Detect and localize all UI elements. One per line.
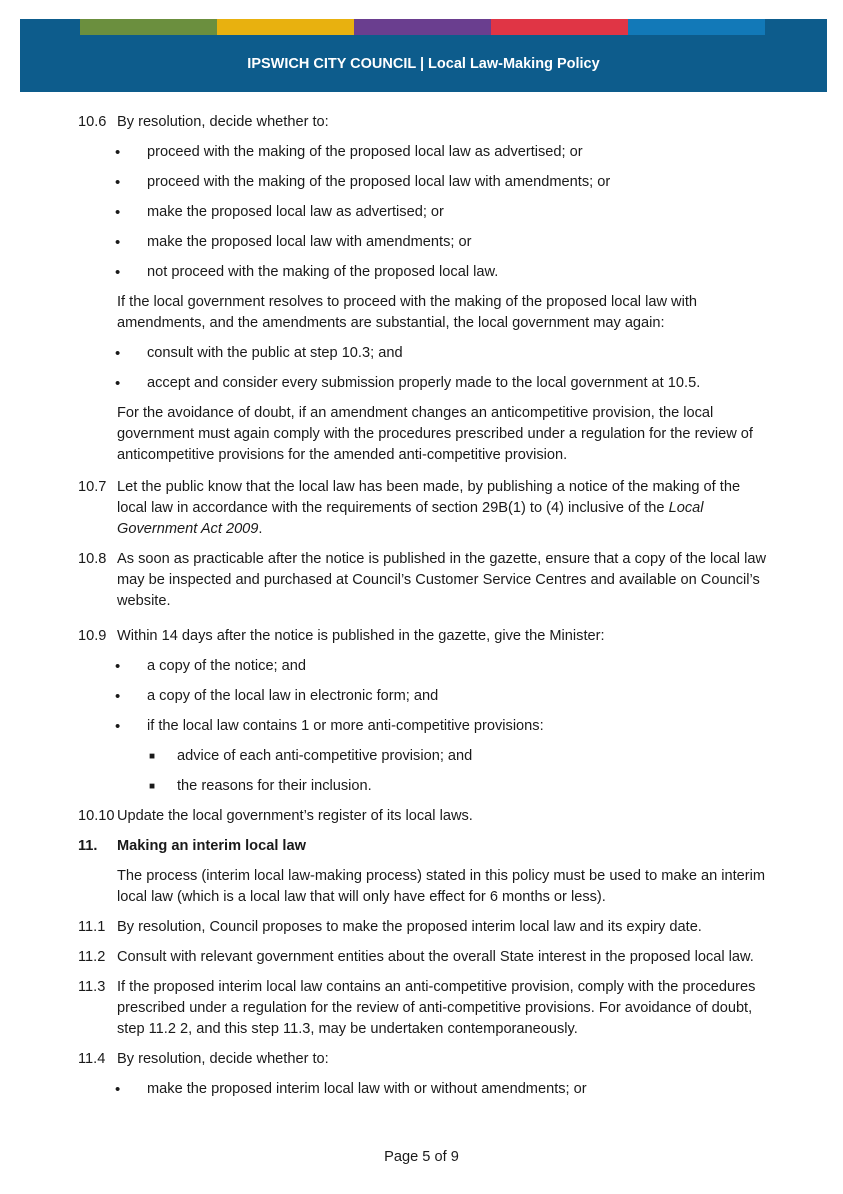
bullet-icon: • bbox=[115, 1081, 121, 1098]
list-item: • a copy of the notice; and bbox=[115, 658, 307, 675]
clause-11-4 bbox=[78, 1049, 768, 1070]
clause-text: As soon as practicable after the notice is published in the gazette, ensure that a copy of the local law may be inspected and purchased at Council’s Customer Service Centres and available on Council’s website. bbox=[117, 551, 767, 609]
bullet-icon: • bbox=[115, 688, 121, 705]
clause-number: 11.3 bbox=[78, 979, 106, 995]
clause-number: 10.10 bbox=[78, 808, 115, 824]
bullet-icon: • bbox=[115, 264, 121, 281]
clause-text: By resolution, Council proposes to make the proposed interim local law and its expiry date. bbox=[117, 919, 702, 935]
square-bullet-icon: ■ bbox=[149, 751, 156, 762]
clause-text: Consult with relevant government entities about the overall State interest in the proposed local law. bbox=[117, 949, 754, 965]
list-item: • make the proposed interim local law with or without amendments; or bbox=[115, 1081, 587, 1098]
clause-10-9 bbox=[78, 626, 768, 647]
clause-number: 11.4 bbox=[78, 1051, 106, 1067]
list-item: • if the local law contains 1 or more anti-competitive provisions: bbox=[115, 718, 544, 735]
clause-text: By resolution, decide whether to: bbox=[117, 1051, 329, 1067]
clause-10-10 bbox=[78, 806, 768, 827]
clause-number: 11.2 bbox=[78, 949, 106, 965]
list-item: • proceed with the making of the proposed local law with amendments; or bbox=[115, 174, 611, 191]
page-number: Page 5 of 9 bbox=[384, 1149, 459, 1165]
list-item: • not proceed with the making of the proposed local law. bbox=[115, 264, 499, 281]
clause-10-8 bbox=[78, 549, 768, 612]
list-item: • proceed with the making of the proposed local law as advertised; or bbox=[115, 144, 583, 161]
clause-11-3 bbox=[78, 977, 768, 1040]
square-bullet-icon: ■ bbox=[149, 781, 156, 792]
section-11-heading bbox=[78, 836, 768, 857]
sub-list-item: ■ advice of each anti-competitive provision; and bbox=[78, 746, 768, 767]
bullet-icon: • bbox=[115, 234, 121, 251]
bullet-icon: • bbox=[115, 144, 121, 161]
section-intro: The process (interim local law-making process) stated in this policy must be used to make an interim local law (which is a local law that will only have effect for 6 months or less). bbox=[117, 868, 766, 905]
clause-text: If the proposed interim local law contains an anti-competitive provision, comply with the procedures prescribed under a regulation for the review of anti-competitive provisions. For avoidance of doubt, step 11.2 2, and this step 11.3, may be undertaken contemporaneously. bbox=[117, 979, 756, 1037]
clause-note: For the avoidance of doubt, if an amendment changes an anticompetitive provision, the local government must again comply with the procedures prescribed under a regulation for the review of anticompetitive provisions for the amended anti-competitive provision. bbox=[117, 405, 753, 463]
bullet-icon: • bbox=[115, 718, 121, 735]
clause-11-1 bbox=[78, 917, 768, 938]
list-item: • accept and consider every submission properly made to the local government at 10.5. bbox=[115, 375, 701, 392]
clause-text: Let the public know that the local law has been made, by publishing a notice of the making of the local law in accordance with the requirements of section 29B(1) to (4) inclusive of the bbox=[117, 479, 741, 516]
clause-text: Update the local government’s register of its local laws. bbox=[117, 808, 473, 824]
header-title: IPSWICH CITY COUNCIL | Local Law-Making Policy bbox=[247, 56, 600, 72]
bullet-icon: • bbox=[115, 345, 121, 362]
clause-text: Within 14 days after the notice is published in the gazette, give the Minister: bbox=[117, 628, 605, 644]
color-strip-blue bbox=[628, 19, 765, 35]
clause-10-7: 10.7 Let the public know that the local law has been made, by publishing a notice of the making of the local law in accordance with the requirements of section 29B(1) to (4) inclusive of the Local Government Act 2009. bbox=[78, 479, 741, 537]
sub-list-item: ■ the reasons for their inclusion. bbox=[78, 776, 768, 797]
bullet-icon: • bbox=[115, 658, 121, 675]
clause-number: 10.8 bbox=[78, 551, 107, 567]
clause-10-6 bbox=[78, 112, 768, 133]
list-item: • make the proposed local law with amendments; or bbox=[115, 234, 472, 251]
list-item: • a copy of the local law in electronic form; and bbox=[115, 688, 439, 705]
clause-number: 10.6 bbox=[78, 114, 107, 130]
clause-text: By resolution, decide whether to: bbox=[117, 114, 329, 130]
section-title: Making an interim local law bbox=[117, 838, 306, 854]
list-item: • make the proposed local law as advertised; or bbox=[115, 204, 444, 221]
clause-number: 10.7 bbox=[78, 479, 107, 495]
bullet-icon: • bbox=[115, 204, 121, 221]
bullet-icon: • bbox=[115, 375, 121, 392]
section-number: 11. bbox=[78, 838, 98, 854]
page-header bbox=[20, 19, 827, 92]
clause-note: If the local government resolves to proceed with the making of the proposed local law with amendments, and the amendments are substantial, the local government may again: bbox=[117, 294, 698, 331]
bullet-icon: • bbox=[115, 174, 121, 191]
clause-number: 11.1 bbox=[78, 919, 106, 935]
clause-11-2 bbox=[78, 947, 768, 968]
clause-number: 10.9 bbox=[78, 628, 107, 644]
document-body bbox=[78, 112, 768, 1100]
list-item: • consult with the public at step 10.3; and bbox=[115, 345, 403, 362]
color-strip-green bbox=[80, 19, 217, 35]
act-title: Local Government Act 2009 bbox=[117, 500, 704, 537]
color-strip-purple bbox=[354, 19, 491, 35]
color-strip-red bbox=[491, 19, 628, 35]
color-strip-yellow bbox=[217, 19, 354, 35]
